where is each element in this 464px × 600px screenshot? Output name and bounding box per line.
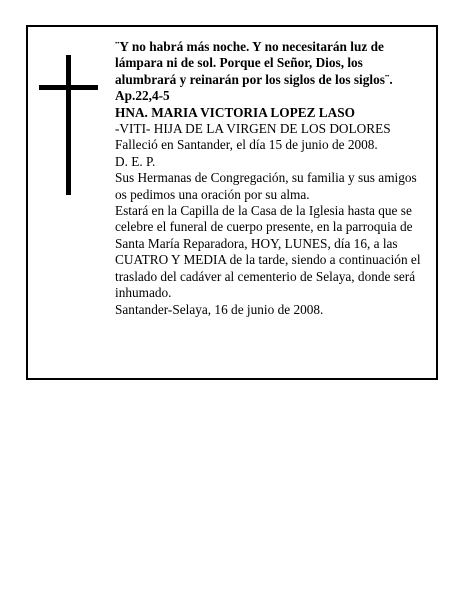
bible-reference: Ap.22,4-5 [115,88,170,104]
prayer-request: Sus Hermanas de Congregación, su familia y sus amigos os pedimos una oración por su alma. [115,170,417,202]
death-statement: Falleció en Santander, el día 15 de junio de 2008. [115,137,378,153]
bible-quote: ¨Y no habrá más noche. Y no necesitarán luz de lámpara ni de sol. Porque el Señor, Dios, los alumbrará y reinarán por los siglos de los siglos¨. [115,39,393,87]
rip-text: D. E. P. [115,153,156,169]
notice-text [115,39,425,318]
funeral-details: Estará en la Capilla de la Casa de la Iglesia hasta que se celebre el funeral de cuerpo presente, en la parroquia de Santa María Reparadora, HOY, LUNES, día 16, a las CUATRO Y MEDIA de la tarde, siendo a continuación el traslado del cadáver al cementerio de Selaya, donde será inhumado. [115,203,421,301]
deceased-name: HNA. MARIA VICTORIA LOPEZ LASO [115,104,356,120]
cross-vertical-bar [66,55,71,195]
cross-horizontal-bar [39,85,98,90]
place-and-date: Santander-Selaya, 16 de junio de 2008. [115,301,324,317]
affiliation: -VITI- HIJA DE LA VIRGEN DE LOS DOLORES [115,121,391,137]
obituary-notice [26,25,438,380]
